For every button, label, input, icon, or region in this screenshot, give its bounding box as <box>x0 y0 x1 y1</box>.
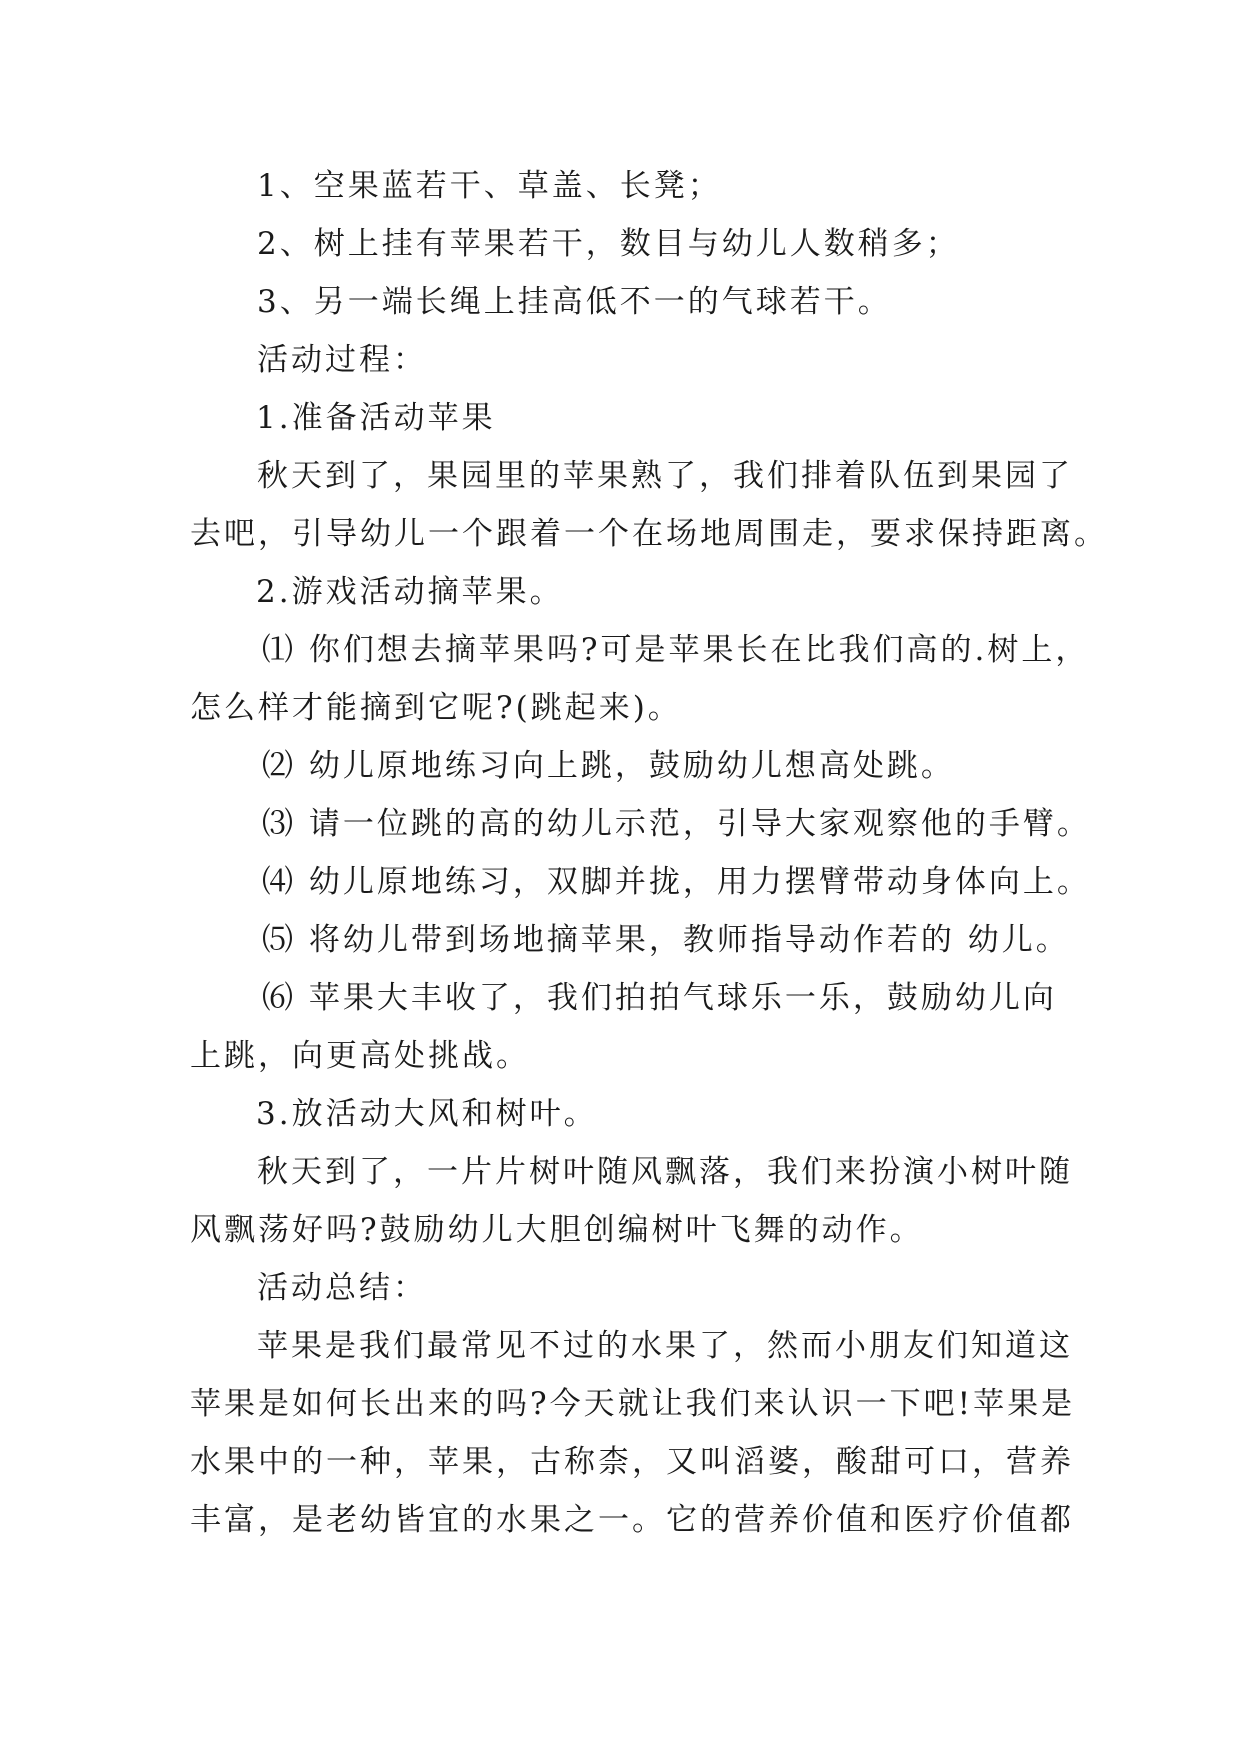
sub-step-1: ⑴ 你们想去摘苹果吗?可是苹果长在比我们高的.树上， <box>262 632 1090 668</box>
paragraph-line: 风飘荡好吗?鼓励幼儿大胆创编树叶飞舞的动作。 <box>190 1212 924 1248</box>
material-item-2: 2、树上挂有苹果若干，数目与幼儿人数稍多； <box>257 226 960 262</box>
material-item-1: 1、空果蓝若干、草盖、长凳； <box>257 168 722 204</box>
paragraph-line: 水果中的一种，苹果，古称柰，又叫滔婆，酸甜可口，营养 <box>190 1444 1074 1480</box>
sub-step-5: ⑸ 将幼儿带到场地摘苹果，教师指导动作若的 幼儿。 <box>262 922 1070 958</box>
paragraph-line: 怎么样才能摘到它呢?(跳起来)。 <box>190 690 682 726</box>
sub-step-4: ⑷ 幼儿原地练习，双脚并拢，用力摆臂带动身体向上。 <box>262 864 1091 900</box>
paragraph-line: 秋天到了，果园里的苹果熟了，我们排着队伍到果园了 <box>257 458 1073 494</box>
step-heading-1: 1.准备活动苹果 <box>256 400 496 436</box>
paragraph-line: 苹果是我们最常见不过的水果了，然而小朋友们知道这 <box>257 1328 1073 1364</box>
step-heading-3: 3.放活动大风和树叶。 <box>256 1096 598 1132</box>
paragraph-line: 苹果是如何长出来的吗?今天就让我们来认识一下吧!苹果是 <box>190 1386 1076 1422</box>
section-heading-process: 活动过程： <box>257 342 427 378</box>
section-heading-summary: 活动总结： <box>257 1270 427 1306</box>
step-heading-2: 2.游戏活动摘苹果。 <box>256 574 564 610</box>
paragraph-line: 上跳，向更高处挑战。 <box>190 1038 530 1074</box>
material-item-3: 3、另一端长绳上挂高低不一的气球若干。 <box>257 284 892 320</box>
paragraph-line: 去吧，引导幼儿一个跟着一个在场地周围走，要求保持距离。 <box>190 516 1108 552</box>
sub-step-3: ⑶ 请一位跳的高的幼儿示范，引导大家观察他的手臂。 <box>262 806 1091 842</box>
sub-step-2: ⑵ 幼儿原地练习向上跳，鼓励幼儿想高处跳。 <box>262 748 955 784</box>
paragraph-line: 秋天到了，一片片树叶随风飘落，我们来扮演小树叶随 <box>257 1154 1073 1190</box>
paragraph-line: 丰富，是老幼皆宜的水果之一。它的营养价值和医疗价值都 <box>190 1502 1074 1538</box>
sub-step-6: ⑹ 苹果大丰收了，我们拍拍气球乐一乐，鼓励幼儿向 <box>262 980 1057 1016</box>
